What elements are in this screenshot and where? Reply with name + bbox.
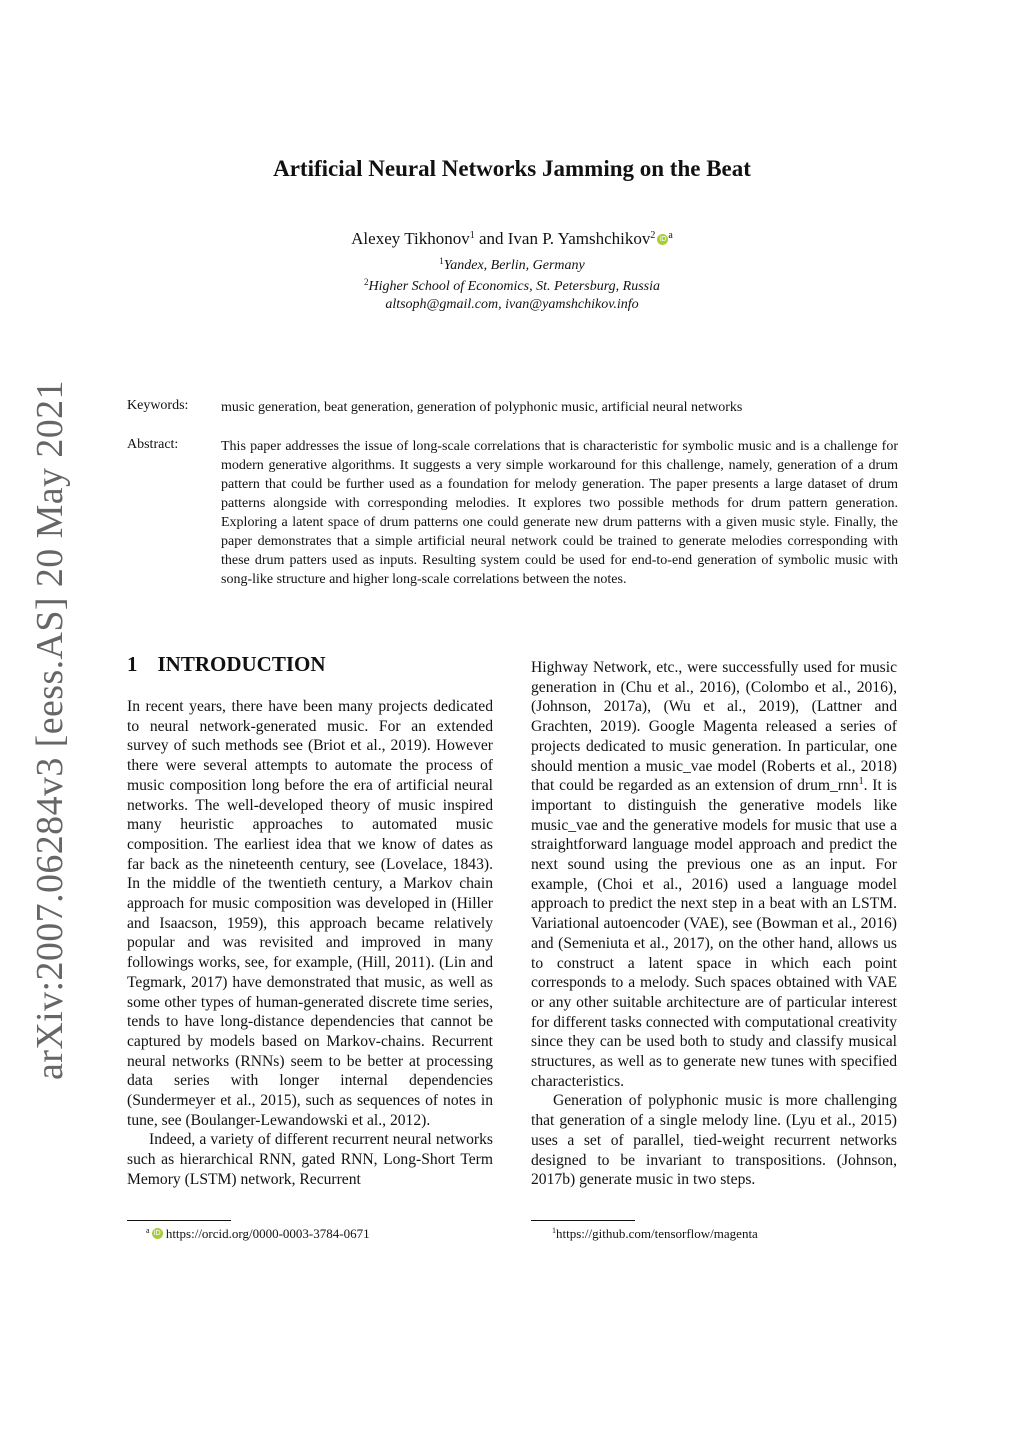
paragraph: In recent years, there have been many projects dedicated to neural network-generated music. For an extended survey of such methods see (Briot et al., 2019). However there were several attempts to automate the process of music composition long before the era of artificial neural networks. The well-developed theory of music inspired many heuristic approaches to automated music composition. The earliest idea that we know of dates as far back as the nineteenth century, see (Lovelace, 1843). In the middle of the twentieth century, a Markov chain approach for music composition was developed in (Hiller and Isaacson, 1959), this approach became relatively popular and was revisited and improved in many followings works, see, for example, (Hill, 2011). (Lin and Tegmark, 2017) have demonstrated that music, as well as some other types of human-generated discrete time series, tends to have long-distance dependencies that cannot be captured by models based on Markov-chains. Recurrent neural networks (RNNs) seem to be better at processing data series with longer internal dependencies (Sundermeyer et al., 2015), such as sequences of notes in tune, see (Boulanger-Lewandowski et al., 2012). [127,698,493,1129]
orcid-footnote-mark: a [668,230,673,241]
affiliation-mark: 1 [469,230,475,241]
affiliation-mark: 1 [439,256,444,266]
orcid-icon[interactable]: iD [659,235,667,243]
section-heading [127,652,326,677]
magenta-link[interactable]: https://github.com/tensorflow/magenta [556,1226,758,1241]
paragraph: Generation of polyphonic music is more challenging that generation of a single melody line. (Lyu et al., 2015) uses a set of parallel, tied-weight recurrent networks designed to be invariant to transpositions. (Johnson, 2017b) generate music in two steps. [531,1092,897,1189]
arxiv-side-stamp: arXiv:2007.06284v3 [eess.AS] 20 May 2021 [29,380,71,1080]
orcid-link[interactable]: https://orcid.org/0000-0003-3784-0671 [165,1226,370,1241]
affiliation-2 [0,277,1024,295]
keywords-label: Keywords: [127,398,189,413]
footnote-rule [127,1220,231,1221]
footnote-magenta [552,1226,758,1242]
footnote-orcid [146,1226,370,1242]
author-name: Ivan P. Yamshchikov [507,229,651,248]
orcid-icon: iD [153,1229,161,1237]
affiliation-1 [0,256,1024,274]
affiliation-mark: 2 [363,277,369,287]
paper-title: Artificial Neural Networks Jamming on the Beat [273,156,751,181]
abstract-label: Abstract: [127,437,179,452]
footnote-mark: 1 [552,1226,556,1235]
author-emails: altsoph@gmail.com, ivan@yamshchikov.info [385,297,639,312]
paragraph-text: Highway Network, etc., were successfully used for music generation in (Chu et al., 2016), (Colombo et al., 2016), (Johnson, 2017a), (Wu et al., 2019), (Lattner and Grachten, 2019). Google Magenta released a series of projects dedicated to music generation. In particular, one should mention a music_vae model (Roberts et al., 2018) that could be regarded as an extension of drum_rnn [531,659,897,795]
footnote-mark: a [146,1226,150,1235]
section-number: 1 [127,652,138,676]
keywords-text: music generation, beat generation, generation of polyphonic music, artificial neural networks [221,400,743,415]
paragraph: Indeed, a variety of different recurrent neural networks such as hierarchical RNN, gated RNN, Long-Short Term Memory (LSTM) network, Recurrent [127,1131,493,1188]
author-line [0,229,1024,249]
right-column [531,658,897,1190]
footnote-rule [531,1220,635,1221]
author-name: Alexey Tikhonov [351,229,470,248]
paragraph [531,658,897,1091]
section-title: INTRODUCTION [157,652,326,676]
affiliation-mark: 2 [650,230,656,241]
affiliation-text: Higher School of Economics, St. Petersburg, Russia [368,279,660,294]
affiliation-text: Yandex, Berlin, Germany [443,258,585,273]
left-column [127,697,493,1190]
abstract-text: This paper addresses the issue of long-scale correlations that is characteristic for symbolic music and is a challenge for modern generative algorithms. It suggests a very simple workaround for this challenge, namely, generation of a drum pattern that could be further used as a foundation for melody generation. The paper presents a large dataset of drum patterns alongside with corresponding melodies. It explores two possible methods for drum pattern generation. Exploring a latent space of drum patterns one could generate new drum patterns with a given music style. Finally, the paper demonstrates that a simple artificial neural network could be trained to generate melodies corresponding with these drum patters used as inputs. Resulting system could be used for end-to-end generation of symbolic music with song-like structure and higher long-scale correlations between the notes. [221,439,898,587]
footnote-mark: 1 [858,776,864,788]
paragraph-text: . It is important to distinguish the generative models like music_vae and the generative models for music that use a straightforward language model approach and predict the next sound using the previous one as an input. For example, (Choi et al., 2016) used a language model approach to predict the next step in a beat with an LSTM. Variational autoencoder (VAE), see (Bowman et al., 2016) and (Semeniuta et al., 2017), on the other hand, allows us to construct a latent space in which each point corresponds to a melody. Such spaces obtained with VAE or any other suitable architecture are of particular interest for different tasks connected with computational creativity since they can be used both to study and classify musical structures, as well as to generate new tunes with specified characteristics. [531,777,898,1090]
and-word: and [478,229,504,248]
